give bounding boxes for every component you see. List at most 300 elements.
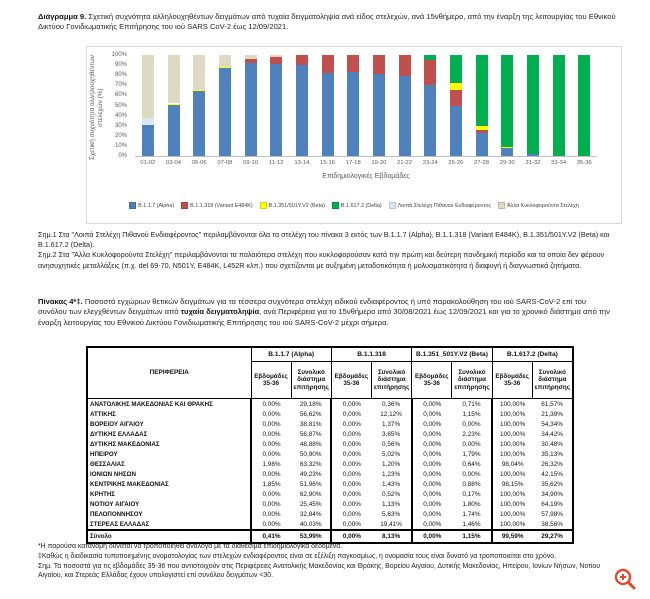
bar-segment [219, 68, 231, 156]
value-cell: 19,41% [380, 520, 402, 528]
value-cell: 0,71% [462, 400, 481, 408]
value-cell: 0,00% [331, 479, 371, 489]
table-row [87, 479, 573, 489]
table-footnotes [38, 542, 620, 581]
table-caption: Πίνακας 4*‡. Ποσοστά εγχώριων θετικών δειγμάτων για τα τέσσερα συχνότερα στελέχη ειδικού ενδιαφέροντος ή υπό παρακολούθηση του ιού SARS-CoV-2 επί του συνόλου των ελεγχθέντων δειγμάτων από τυχαία δειγματοληψία, ανά Περιφέρεια για το 15νθήμερο από 30/08/2021 έως 12/09/2021 και για το χρονικό διάστημα από την έναρξη λειτουργίας του Εθνικού Δικτύου Γονιδιωματικής Επιτήρησης του ιού SARS-CoV-2 μέχρι σήμερα. [38, 297, 610, 327]
value-cell: 5,02% [382, 450, 401, 458]
bar-segment [424, 60, 436, 85]
bar-segment [193, 55, 205, 90]
subheader-weeks: Εβδομάδες 35-36 [492, 362, 532, 399]
value-cell: 63,32% [299, 460, 322, 468]
value-cell: 0,17% [462, 490, 481, 498]
value-cell: 0,00% [251, 439, 291, 449]
value-cell: 38,81% [299, 420, 322, 428]
y-tick-label: 0% [118, 153, 127, 159]
region-cell: ΔΥΤΙΚΗΣ ΜΑΚΕΔΟΝΙΑΣ [87, 439, 251, 449]
bar-segment [476, 130, 488, 133]
bar-slot [417, 55, 443, 156]
footnote-1: *Η παρούσα κατανομή δύναται να τροποποιηθεί ανάλογα με τα διαθέσιμα επιδημιολογικά δεδομένα. [38, 543, 343, 550]
region-cell: Σύνολο [87, 530, 251, 543]
stacked-bar [296, 55, 308, 156]
value-cell: 99,59% [492, 530, 532, 543]
region-cell: ΒΟΡΕΙΟΥ ΑΙΓΑΙΟΥ [87, 419, 251, 429]
bar-slot [494, 55, 520, 156]
value-cell: 25,45% [299, 500, 322, 508]
value-cell: 100,00% [492, 499, 532, 509]
value-cell: 61,57% [541, 400, 563, 408]
stacked-bar [168, 55, 180, 156]
value-cell: 0,00% [331, 530, 371, 543]
group-header-delta: B.1.617.2 (Delta) [492, 347, 573, 362]
value-cell: 100,00% [492, 409, 532, 419]
value-cell: 0,00% [331, 409, 371, 419]
stacked-bar [347, 55, 359, 156]
value-cell: 53,99% [291, 530, 331, 543]
value-cell: 34,90% [541, 490, 563, 498]
value-cell: 0,00% [251, 409, 291, 419]
value-cell: 0,00% [412, 459, 452, 469]
bar-slot [212, 55, 238, 156]
legend-item [389, 202, 491, 209]
region-cell: ΠΕΛΟΠΟΝΝΗΣΟΥ [87, 509, 251, 519]
bar-segment [142, 55, 154, 118]
note-1: Σημ.1 Στα "Λοιπά Στελέχη Πιθανού Ενδιαφέροντος" περιλαμβάνονται όλα τα στελέχη του πίνακα 3 εκτός των B.1.1.7 (Alpha), B.1.1.318 (Variant E484K), B.1.351/501Y.V2 (Beta) και B.1.617.2 (Delta). [38, 230, 610, 250]
bar-segment [270, 57, 282, 64]
value-cell: 1,79% [462, 450, 481, 458]
value-cell: 0,00% [412, 419, 452, 429]
value-cell: 100,00% [492, 449, 532, 459]
x-tick-label: 09-10 [242, 160, 259, 166]
value-cell: 0,00% [331, 519, 371, 530]
value-cell: 100,00% [492, 439, 532, 449]
value-cell: 0,00% [251, 519, 291, 530]
legend-item [332, 202, 382, 209]
table-label: Πίνακας 4*‡. [38, 297, 83, 306]
y-tick-label: 90% [114, 62, 127, 69]
bar-segment [245, 59, 257, 63]
y-tick-label: 10% [114, 142, 127, 149]
stacked-bar [476, 55, 488, 156]
value-cell: 21,39% [541, 410, 563, 418]
value-cell: 0,00% [412, 469, 452, 479]
x-tick-label: 13-14 [294, 160, 310, 166]
region-cell: ΣΤΕΡΕΑΣ ΕΛΛΑΔΑΣ [87, 519, 251, 530]
value-cell: 0,00% [251, 499, 291, 509]
table-row [87, 449, 573, 459]
value-cell: 0,00% [251, 419, 291, 429]
value-cell: 0,00% [412, 530, 452, 543]
stacked-bar [424, 55, 436, 156]
value-cell: 0,00% [251, 399, 291, 410]
bar-slot [161, 55, 187, 156]
table-row [87, 509, 573, 519]
x-tick-label: 29-30 [499, 160, 515, 166]
value-cell: 98,04% [492, 459, 532, 469]
stacked-bar [399, 55, 411, 156]
table-row [87, 519, 573, 530]
value-cell: 100,00% [492, 419, 532, 429]
legend-label: B.1.1.318 (Variant E484K) [190, 202, 253, 209]
bar-segment [527, 154, 539, 156]
figure-label: Διάγραμμα 9. [38, 12, 87, 21]
legend-label: Άλλα Κυκλοφορούντα Στελέχη [507, 202, 579, 209]
bar-segment [322, 55, 334, 73]
footnote-3: Σημ. Τα ποσοστά για τις εβδομάδες 35-36 που αντιστοιχούν στις Περιφέρειες Ανατολικής Μακεδονίας και Θράκης, Βορείου Αιγαίου, Δυτικής Μακεδονίας, Ηπείρου, Ιονίων Νήσων, Νοτίου Αιγαίου, και Στερεάς Ελλάδας έχουν υπολογιστεί επί συνόλου δειγμάτων <30. [38, 562, 600, 580]
value-cell: 1,13% [382, 500, 401, 508]
value-cell: 1,46% [462, 520, 481, 528]
bar-segment [270, 64, 282, 156]
bar-segment [142, 118, 154, 125]
subheader-weeks: Εβδομάδες 35-36 [251, 362, 291, 399]
bar-slot [392, 55, 418, 156]
legend-swatch [498, 202, 505, 209]
value-cell: 29,27% [532, 530, 573, 543]
legend-swatch [129, 202, 136, 209]
y-tick-label: 70% [114, 82, 127, 89]
stacked-bar [578, 55, 590, 156]
bar-segment [501, 147, 513, 148]
bar-segment [373, 74, 385, 156]
value-cell: 98,15% [492, 479, 532, 489]
value-cell: 0,00% [412, 509, 452, 519]
column-header-region: ΠΕΡΙΦΕΡΕΙΑ [87, 347, 251, 399]
value-cell: 0,00% [251, 449, 291, 459]
legend-item [129, 202, 174, 209]
value-cell: 0,00% [331, 459, 371, 469]
value-cell: 12,12% [380, 410, 402, 418]
value-cell: 100,00% [492, 509, 532, 519]
table-row [87, 399, 573, 410]
bar-slot [135, 55, 161, 156]
stacked-bar [245, 55, 257, 156]
value-cell: 51,96% [299, 480, 322, 488]
subheader-total: Συνολικό διάστημα επιτήρησης [452, 362, 492, 399]
bar-segment [142, 125, 154, 156]
x-tick-label: 33-34 [551, 160, 567, 166]
legend-label: B.1.351/501Y.V2 (Beta) [268, 202, 325, 209]
value-cell: 0,00% [251, 489, 291, 499]
value-cell: 1,15% [462, 410, 481, 418]
legend-swatch [332, 202, 339, 209]
bar-segment [553, 55, 565, 156]
value-cell: 64,19% [541, 500, 563, 508]
value-cell: 0,56% [382, 440, 401, 448]
stacked-bar [373, 55, 385, 156]
bar-segment [424, 85, 436, 156]
value-cell: 1,20% [382, 460, 401, 468]
note-2: Σημ.2 Στα "Άλλα Κυκλοφορούντα Στελέχη" περιλαμβάνονται τα παλαιότερα στελέχη που κυκλοφορούσαν κατά την πρώτη και δεύτερη πανδημική περίοδο και τα οποία δεν φέρουν ανησυχητικές μεταλλάξεις (π.χ. del 69-70, N501Y, E484K, L452R κλπ.) που σχετίζονται με αυξημένη μεταδοτικότητα ή μολυσματικότητα ή διαφυγή ή διαγνωστικά ζητήματα. [38, 250, 605, 270]
value-cell: 100,00% [492, 399, 532, 410]
value-cell: 0,00% [412, 409, 452, 419]
value-cell: 38,56% [541, 520, 563, 528]
table-row [87, 459, 573, 469]
bar-segment [450, 55, 462, 83]
bar-slot [263, 55, 289, 156]
region-cell: ΑΝΑΤΟΛΙΚΗΣ ΜΑΚΕΔΟΝΙΑΣ ΚΑΙ ΘΡΑΚΗΣ [87, 399, 251, 410]
legend-label: B.1.617.2 (Delta) [340, 202, 382, 209]
zoom-in-icon[interactable] [612, 566, 638, 592]
value-cell: 0,00% [412, 429, 452, 439]
stacked-bar [553, 55, 565, 156]
value-cell: 48,88% [299, 440, 322, 448]
value-cell: 26,32% [541, 460, 563, 468]
table-row [87, 489, 573, 499]
figure-caption [38, 12, 616, 33]
value-cell: 0,00% [331, 449, 371, 459]
plot-area [135, 55, 597, 157]
value-cell: 3,65% [382, 430, 401, 438]
value-cell: 100,00% [492, 489, 532, 499]
y-tick-label: 20% [114, 132, 127, 139]
value-cell: 30,48% [541, 440, 563, 448]
y-tick-label: 50% [114, 102, 127, 109]
value-cell: 1,37% [382, 420, 401, 428]
regions-variants-table [86, 346, 574, 544]
value-cell: 0,00% [412, 399, 452, 410]
value-cell: 0,00% [331, 419, 371, 429]
bar-segment [501, 148, 513, 156]
table-row [87, 439, 573, 449]
value-cell: 34,42% [541, 430, 563, 438]
legend-swatch [389, 202, 396, 209]
bar-segment [399, 55, 411, 76]
bar-segment [476, 126, 488, 130]
value-cell: 0,00% [412, 439, 452, 449]
bar-slot [520, 55, 546, 156]
value-cell: 50,90% [299, 450, 322, 458]
value-cell: 1,74% [462, 510, 481, 518]
value-cell: 29,18% [299, 400, 322, 408]
value-cell: 0,00% [462, 470, 481, 478]
chart-legend [87, 202, 621, 209]
bar-segment [527, 55, 539, 154]
bar-segment [168, 55, 180, 103]
bar-segment [193, 91, 205, 156]
bar-segment [373, 55, 385, 74]
subheader-total: Συνολικό διάστημα επιτήρησης [291, 362, 331, 399]
bar-segment [450, 106, 462, 157]
region-cell: ΑΤΤΙΚΗΣ [87, 409, 251, 419]
stacked-bar [270, 55, 282, 156]
value-cell: 0,00% [412, 479, 452, 489]
legend-swatch [181, 202, 188, 209]
stacked-bar [219, 55, 231, 156]
region-cell: ΘΕΣΣΑΛΙΑΣ [87, 459, 251, 469]
subheader-weeks: Εβδομάδες 35-36 [412, 362, 452, 399]
y-tick-label: 100% [111, 52, 127, 58]
value-cell: 0,00% [331, 399, 371, 410]
y-axis-ticks [103, 52, 129, 159]
stacked-bar [501, 55, 513, 156]
stacked-bar [527, 55, 539, 156]
value-cell: 0,00% [412, 449, 452, 459]
bar-segment [578, 55, 590, 156]
value-cell: 1,15% [452, 530, 492, 543]
value-cell: 56,87% [299, 430, 322, 438]
x-tick-label: 15-16 [320, 160, 336, 166]
x-tick-label: 25-26 [448, 160, 464, 166]
bar-segment [347, 72, 359, 156]
x-axis-ticks [135, 160, 597, 166]
subheader-total: Συνολικό διάστημα επιτήρησης [532, 362, 573, 399]
bar-segment [245, 63, 257, 156]
value-cell: 0,36% [382, 400, 401, 408]
value-cell: 2,23% [462, 430, 481, 438]
bar-segment [219, 67, 231, 68]
value-cell: 35,13% [541, 450, 563, 458]
value-cell: 0,88% [462, 480, 481, 488]
value-cell: 100,00% [492, 469, 532, 479]
value-cell: 1,23% [382, 470, 401, 478]
value-cell: 0,64% [462, 460, 481, 468]
bar-slot [315, 55, 341, 156]
x-tick-label: 01-02 [140, 160, 156, 166]
x-tick-label: 35-36 [576, 160, 592, 166]
value-cell: 0,00% [412, 489, 452, 499]
bar-segment [168, 104, 180, 105]
bar-segment [424, 55, 436, 60]
value-cell: 0,00% [462, 440, 481, 448]
stacked-bar [193, 55, 205, 156]
bar-slot [571, 55, 597, 156]
region-cell: ΗΠΕΙΡΟΥ [87, 449, 251, 459]
bar-slot [238, 55, 264, 156]
region-cell: ΔΥΤΙΚΗΣ ΕΛΛΑΔΑΣ [87, 429, 251, 439]
value-cell: 8,13% [371, 530, 411, 543]
bar-slot [289, 55, 315, 156]
value-cell: 56,62% [299, 410, 322, 418]
x-tick-label: 05-06 [191, 160, 207, 166]
bar-slot [443, 55, 469, 156]
x-axis-title: Επιδημιολογικές Εβδομάδες [322, 173, 410, 180]
legend-label: Λοιπά Στελέχη Πιθανού Ενδιαφέροντος [397, 202, 492, 209]
value-cell: 1,96% [251, 459, 291, 469]
value-cell: 1,80% [462, 500, 481, 508]
bar-segment [450, 90, 462, 105]
magnifier-plus-icon [612, 566, 638, 592]
value-cell: 1,43% [382, 480, 401, 488]
table-row [87, 409, 573, 419]
x-tick-label: 07-08 [217, 160, 233, 166]
bar-segment [322, 73, 334, 156]
value-cell: 1,85% [251, 479, 291, 489]
x-tick-label: 23-24 [422, 160, 438, 166]
bar-segment [399, 76, 411, 156]
bar-segment [476, 133, 488, 156]
value-cell: 0,00% [251, 469, 291, 479]
bar-segment [219, 55, 231, 67]
value-cell: 5,63% [382, 510, 401, 518]
value-cell: 0,00% [462, 420, 481, 428]
value-cell: 40,03% [299, 520, 322, 528]
value-cell: 54,34% [541, 420, 563, 428]
value-cell: 100,00% [492, 429, 532, 439]
x-tick-label: 11-12 [268, 160, 284, 166]
x-tick-label: 21-22 [397, 160, 413, 166]
region-cell: ΚΡΗΤΗΣ [87, 489, 251, 499]
legend-swatch [260, 202, 267, 209]
value-cell: 0,00% [331, 439, 371, 449]
x-tick-label: 31-32 [525, 160, 541, 166]
value-cell: 49,23% [299, 470, 322, 478]
value-cell: 0,41% [251, 530, 291, 543]
bar-slot [366, 55, 392, 156]
footnote-2: ‡Καθώς η διαδικασία τυποποιημένης ονοματολογίας των στελεχών ενδιαφέροντος είναι σε εξέλιξη παγκοσμίως, η ονομασία τους είναι δυνατό να τροποποιείται στο χρόνο. [38, 552, 556, 560]
region-cell: ΙΟΝΙΩΝ ΝΗΣΩΝ [87, 469, 251, 479]
bar-slot [340, 55, 366, 156]
group-header-beta: B.1.351_501Y.V2 (Beta) [412, 347, 492, 362]
value-cell: 0,00% [251, 509, 291, 519]
value-cell: 0,00% [331, 509, 371, 519]
bar-segment [168, 105, 180, 157]
y-tick-label: 60% [114, 92, 127, 99]
bar-segment [347, 55, 359, 72]
value-cell: 0,00% [331, 499, 371, 509]
region-cell: ΚΕΝΤΡΙΚΗΣ ΜΑΚΕΔΟΝΙΑΣ [87, 479, 251, 489]
stacked-bar [450, 55, 462, 156]
value-cell: 62,90% [299, 490, 322, 498]
table-row [87, 499, 573, 509]
group-header-alpha: B.1.1.7 (Alpha) [251, 347, 331, 362]
legend-item [260, 202, 325, 209]
legend-item [181, 202, 253, 209]
x-tick-label: 17-18 [345, 160, 361, 166]
value-cell: 0,00% [412, 499, 452, 509]
y-tick-label: 40% [114, 112, 127, 119]
x-tick-label: 03-04 [165, 160, 182, 166]
value-cell: 42,15% [541, 470, 563, 478]
bar-segment [270, 55, 282, 57]
table-row [87, 469, 573, 479]
chart-notes [38, 230, 618, 271]
bar-segment [245, 55, 257, 59]
table-row [87, 429, 573, 439]
value-cell: 100,00% [492, 519, 532, 530]
table-row [87, 419, 573, 429]
stacked-bar [322, 55, 334, 156]
region-cell: ΝΟΤΙΟΥ ΑΙΓΑΙΟΥ [87, 499, 251, 509]
y-tick-label: 30% [114, 122, 127, 129]
bar-segment [450, 83, 462, 90]
value-cell: 0,00% [331, 489, 371, 499]
legend-item [498, 202, 579, 209]
y-tick-label: 80% [114, 72, 127, 79]
bar-segment [476, 55, 488, 126]
bar-slot [546, 55, 572, 156]
value-cell: 32,84% [299, 510, 322, 518]
value-cell: 0,00% [331, 429, 371, 439]
stacked-bar [142, 55, 154, 156]
bar-slot [186, 55, 212, 156]
value-cell: 35,62% [541, 480, 563, 488]
value-cell: 57,98% [541, 510, 563, 518]
legend-label: B.1.1.7 (Alpha) [138, 202, 175, 209]
value-cell: 0,00% [331, 469, 371, 479]
value-cell: 0,00% [251, 429, 291, 439]
value-cell: 0,00% [412, 519, 452, 530]
figure-caption-text: Σχετική συχνότητα αλληλουχηθέντων δειγμάτων από τυχαία δειγματοληψία ανά είδος στελεχών, ανά 15νθήμερο, από την έναρξη της λειτουργίας του Εθνικού Δικτύου Γονιδιωματικής Επιτήρησης του ιού SARS CoV-2 έως 12/09/2021. [38, 12, 616, 32]
subheader-total: Συνολικό διάστημα επιτήρησης [371, 362, 411, 399]
value-cell: 0,52% [382, 490, 401, 498]
bar-segment [296, 55, 308, 65]
group-header-b1318: B.1.1.318 [331, 347, 411, 362]
y-axis-title: Σχετική συχνότητα αλληλουχηθέντων στελεχών (%) [89, 55, 104, 161]
bar-segment [501, 55, 513, 147]
x-tick-label: 27-28 [474, 160, 490, 166]
subheader-weeks: Εβδομάδες 35-36 [331, 362, 371, 399]
variant-frequency-chart [86, 46, 622, 224]
bar-segment [296, 65, 308, 156]
